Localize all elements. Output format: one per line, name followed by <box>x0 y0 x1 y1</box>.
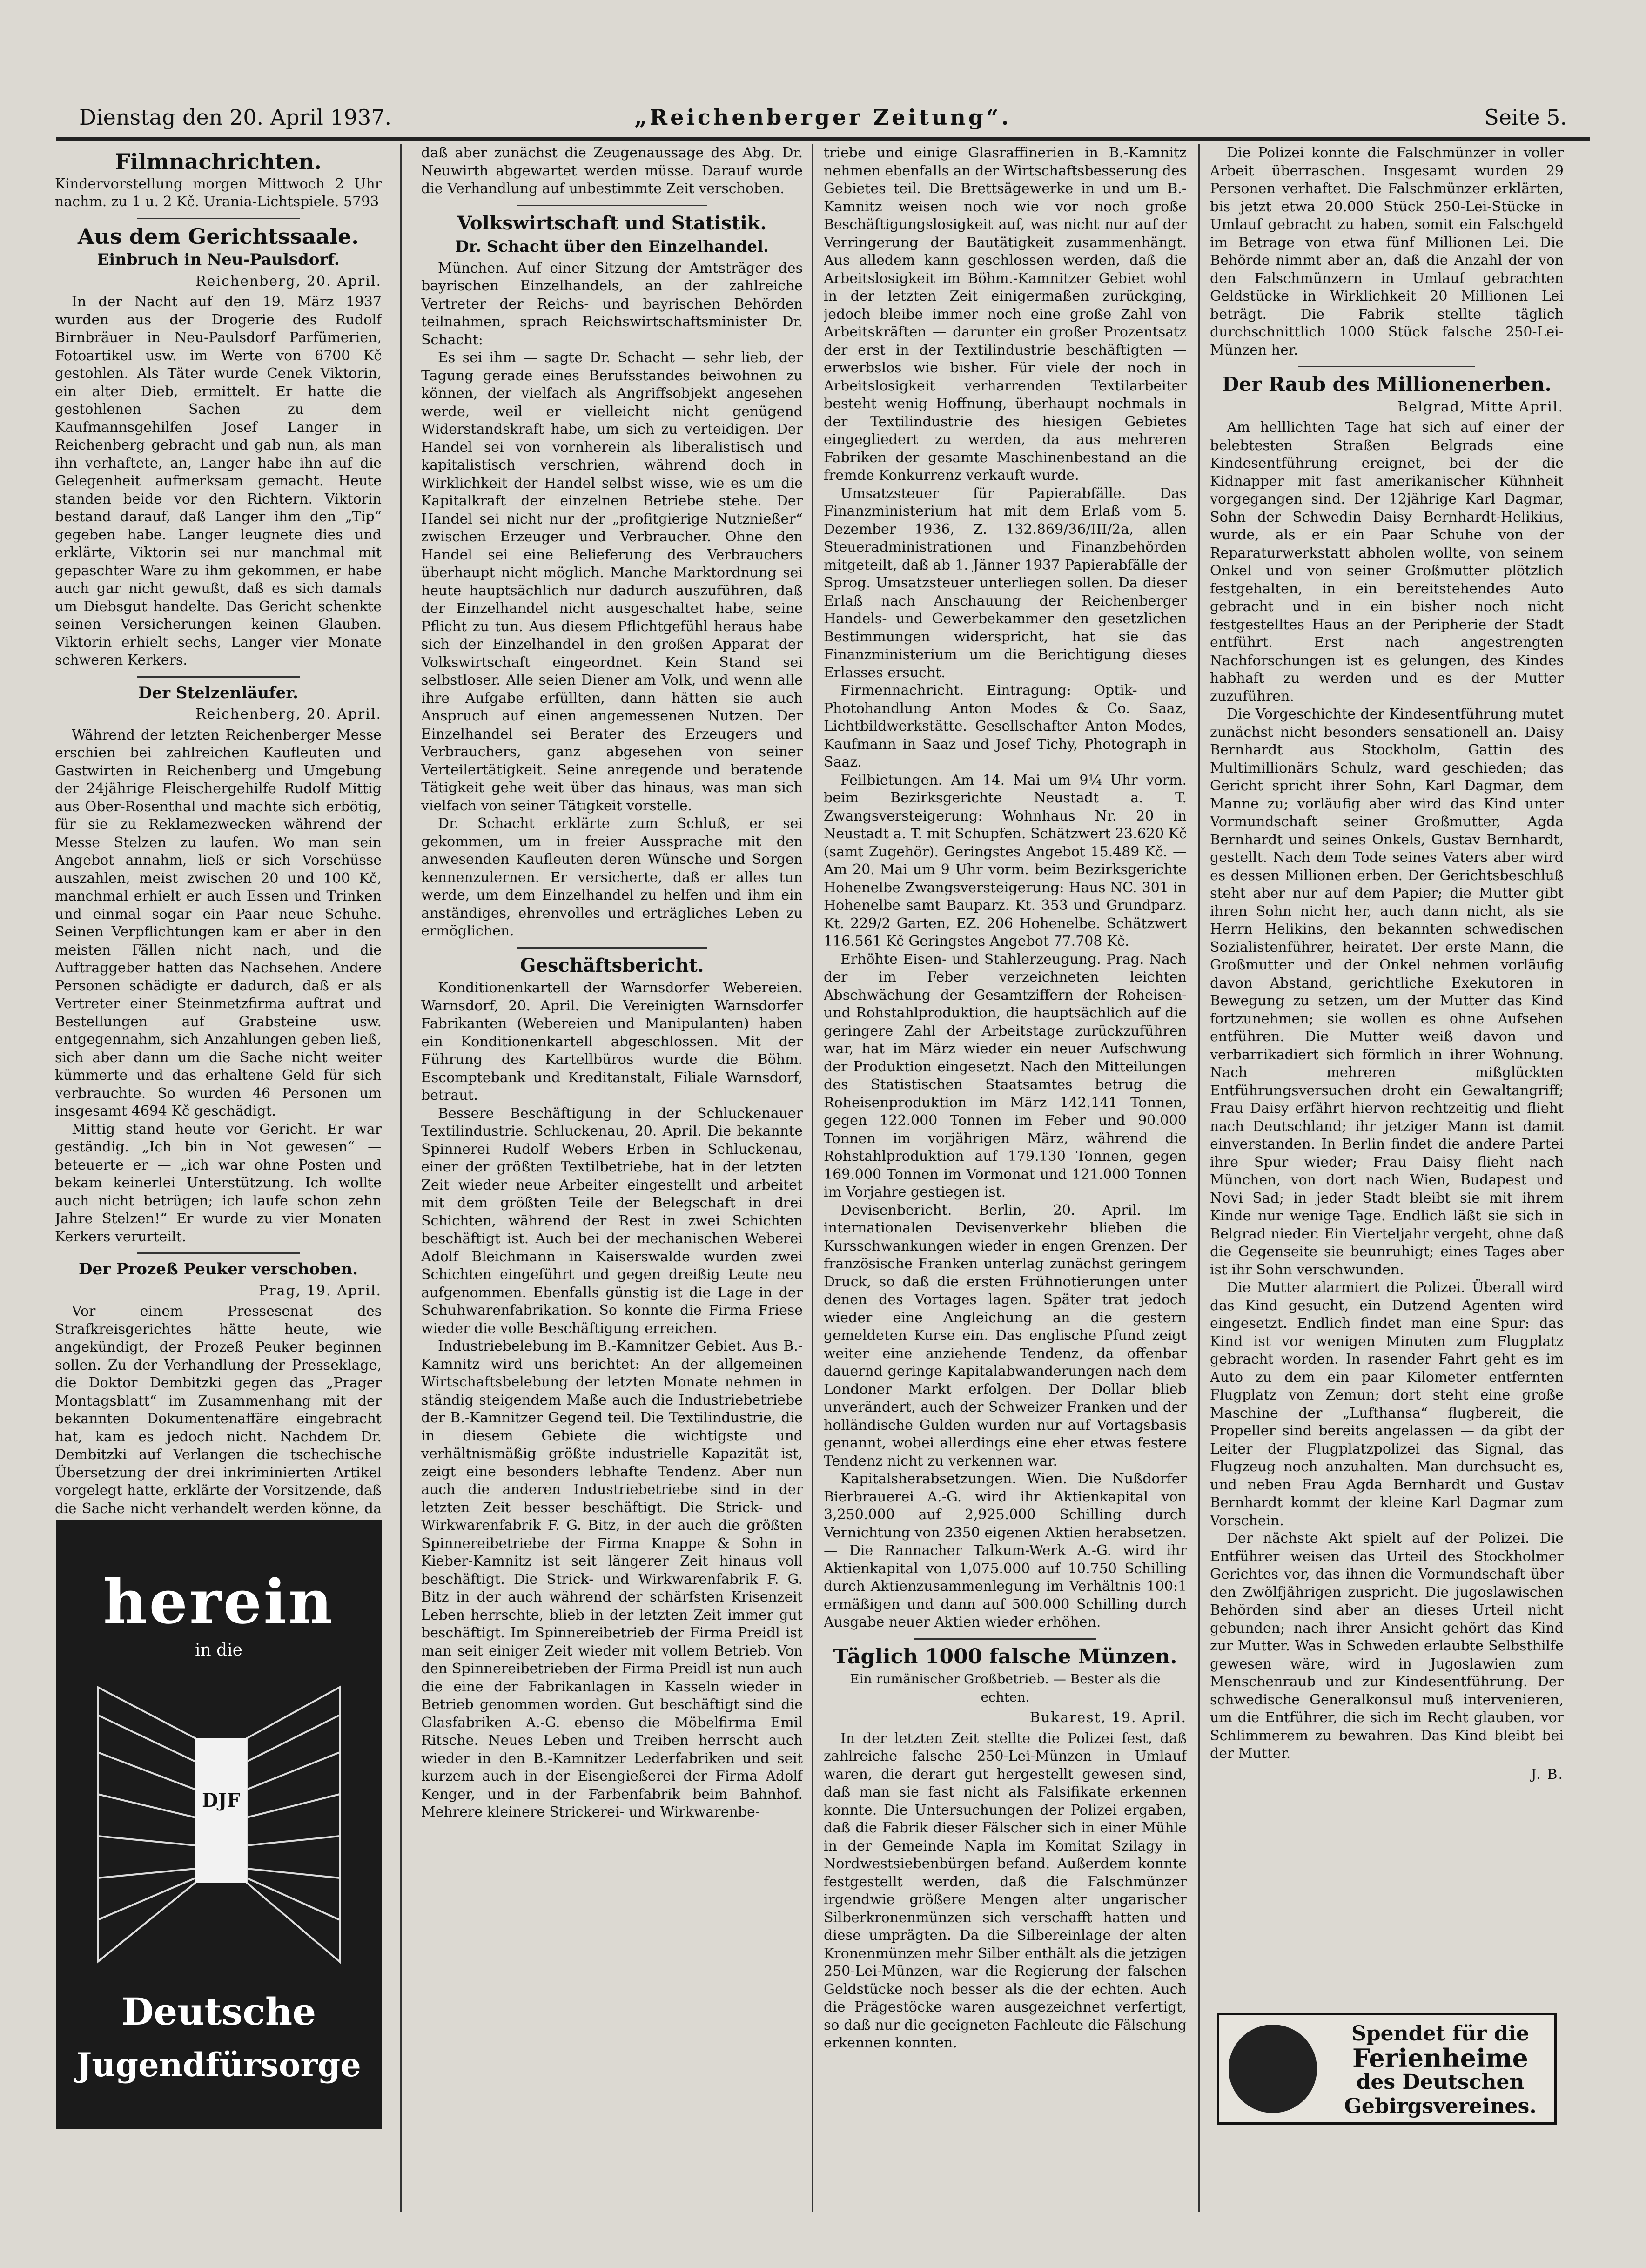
article-title-coins: Täglich 1000 falsche Münzen. <box>833 1644 1177 1669</box>
article-body: Es sei ihm — sagte Dr. Schacht — sehr lieb, der Tagung gerade eines Berufsstandes beiwohnen zu können, der vielfach als Angriffsobjekt angesehen werde, weil er vielleicht nicht genügend Widerstandskraft habe, um sich zu verteidigen. Der Handel sei von vornherein als liberalistisch und kapitalistisch verschrien, während doch in Wirklichkeit der Handel selbst wisse, wie es um die Kapitalkraft der einzelnen Betriebe stehe. Der Handel sei nicht nur der „profitgierige Nutznießer“ zwischen Erzeuger und Verbraucher. Ohne den Handel sei eine Belieferung des Verbrauchers überhaupt nicht möglich. Manche Marktordnung sei heute hauptsächlich nur dadurch auszuführen, daß der Einzelhandel nicht ausgeschaltet habe, seine Pflicht zu tun. Aus diesem Pflichtgefühl heraus habe sich der Einzelhandel in den großen Apparat der Volkswirtschaft eingeordnet. Kein Stand sei selbstloser. Alle seien Diener am Volk, und wenn alle ihre Aufgabe erfüllten, dann hätten sie auch Anspruch auf einen angemessenen Nutzen. Der Einzelhandel sei Berater des Erzeugers und Verbrauchers, ganz abgesehen von seiner Verteilertätigkeit. Seine anregende und beratende Tätigkeit gehe weit über das hinaus, was man sich vielfach von seiner Tätigkeit vorstelle. <box>421 350 803 814</box>
ad-line: Ferienheime <box>1352 2043 1528 2073</box>
section-title-business: Geschäftsbericht. <box>520 954 704 976</box>
article-body: München. Auf einer Sitzung der Amtsträger des bayrischen Einzelhandels, an der zahlreiche Vertreter der Reichs- und bayrischen Behörden teilnahmen, sprach Reichswirtschaftsminister Dr. Schacht: <box>421 260 803 348</box>
ad-line: Gebirgsvereines. <box>1344 2094 1537 2118</box>
article-body: Konditionenkartell der Warnsdorfer Webereien. Warnsdorf, 20. April. Die Vereinigten Warnsdorfer Fabrikanten (Webereien und Manipulanten) haben ein Konditionenkartell abgeschlossen. Mit der Führung des Kartellbüros wurde die Böhm. Escomptebank und Kreditanstalt, Filiale Warnsdorf, betraut. <box>421 980 803 1104</box>
article-body: Erhöhte Eisen- und Stahlerzeugung. Prag. Nach der im Feber verzeichneten leichten Abschwächung der Gesamtziffern der Roheisen- und Rohstahlproduktion, die hauptsächlich auf die geringere Zahl der Arbeitstage zurückzuführen war, hat im März wieder ein neuer Aufschwung der Produktion eingesetzt. Nach den Mitteilungen des Statistischen Staatsamtes betrug die Roheisenproduktion im März 142.141 Tonnen, gegen 122.000 Tonnen im Feber und 90.000 Tonnen im vorjährigen März, während die Rohstahlproduktion auf 179.130 Tonnen, gegen 169.000 Tonnen im Vormonat und 121.000 Tonnen im Vorjahre gestiegen ist. <box>824 951 1187 1200</box>
divider <box>137 676 300 678</box>
header-page-number: Seite 5. <box>1484 105 1567 130</box>
column-1 <box>55 144 382 1519</box>
article-dateline: Belgrad, Mitte April. <box>1397 398 1564 415</box>
ad-gebirgsverein <box>1217 2013 1557 2125</box>
article-body: triebe und einige Glasraffinerien in B.-Kamnitz nehmen ebenfalls an der Wirtschaftsbesserung des Gebietes teil. Die Brettsägewerke in und um B.-Kamnitz weisen noch wie vor noch große Beschäftigungslosigkeit auf, was nicht nur auf der Verringerung der Bautätigkeit zusammenhängt. Aus alledem kann geschlossen werden, daß die Arbeitslosigkeit im Böhm.-Kamnitzer Gebiet wohl in der letzten Zeit einigermaßen zurückging, jedoch bleibe immer noch eine große Zahl von Arbeitskräften — darunter ein großer Prozentsatz der erst in der Textilindustrie beschäftigten — erwerbslos wie bisher. Für viele der noch in Arbeitslosigkeit verharrenden Textilarbeiter besteht wenig Hoffnung, überhaupt nochmals in der Textilindustrie des hiesigen Gebietes eingegliedert zu werden, da aus mehreren Fabriken der gesamte Maschinenbestand an die fremde Konkurrenz verkauft wurde. <box>824 145 1187 484</box>
article-body: In der letzten Zeit stellte die Polizei fest, daß zahlreiche falsche 250-Lei-Münzen in Umlauf waren, die derart gut hergestellt gewesen sind, daß man sie fast nicht als Falsifikate erkennen konnte. Die Untersuchungen der Polizei ergaben, daß die Fabrik dieser Fälscher sich in einer Mühle in der Gemeinde Napla im Komitat Szilagy in Nordwestsiebenbürgen befand. Außerdem konnte festgestellt werden, daß die Falschmünzer irgendwie größere Mengen alter ungarischer Silberkronenmünzen sich verschafft hatten und diese umprägten. Da die Silbereinlage der alten Kronenmünzen mehr Silber enthält als die jetzigen 250-Lei-Münzen, war die Regierung der falschen Geldstücke noch besser als die der echten. Auch die Prägestöcke waren ausgezeichnet verfertigt, so daß nur die geeigneten Fachleute die Fälschung erkennen konnten. <box>824 1730 1187 2051</box>
running-header <box>79 100 1567 137</box>
article-body: Der nächste Akt spielt auf der Polizei. Die Entführer weisen das Urteil des Stockholmer Gerichtes vor, das ihnen die Vormundschaft über den Zwölfjährigen zuspricht. Die jugoslawischen Behörden sind aber an dieses Urteil nicht gebunden; nach ihrer Ansicht gehört das Kind zur Mutter. Was in Schweden erlaubte Selbsthilfe gewesen wäre, wird in Jugoslawien zum Menschenraub und zur Kindesentführung. Der schwedische Generalkonsul muß intervenieren, um die Entführer, die sich im Recht glauben, vor Schlimmerem zu bewahren. Das Kind bleibt bei der Mutter. <box>1210 1530 1564 1762</box>
article-body: Dr. Schacht erklärte zum Schluß, er sei gekommen, um in freier Aussprache mit den anwesenden Kaufleuten deren Wünsche und Sorgen kennenzulernen. Er versicherte, daß er alles tun werde, um dem Einzelhandel zu helfen und ihm ein anständiges, ehrenvolles und erträgliches Leben zu ermöglichen. <box>421 815 803 939</box>
article-title: Der Stelzenläufer. <box>138 683 298 702</box>
article-body: Während der letzten Reichenberger Messe erschien bei zahlreichen Kaufleuten und Gastwirten in Reichenberg und Umgebung der 24jährige Fleischergehilfe Rudolf Mittig aus Ober-Rosenthal und machte sich erbötig, für sie zu Reklamezwecken während der Messe Stelzen zu laufen. Wo man sein Angebot annahm, ließ er sich Vorschüsse auszahlen, meist zwischen 20 und 100 Kč, manchmal erhielt er auch Essen und Trinken und einmal sogar ein Paar neue Schuhe. Seinen Verpflichtungen kam er aber in den meisten Fällen nicht nach, und die Auftraggeber hatten das Nachsehen. Andere Personen schädigte er dadurch, daß er als Vertreter einer Steinmetzfirma auftrat und Bestellungen auf Grabsteine usw. entgegennahm, sich Anzahlungen geben ließ, sich aber dann um die Sache nicht weiter kümmerte und das erhaltene Geld für sich verbrauchte. So wurden 46 Personen um insgesamt 4694 Kč geschädigt. <box>55 727 382 1119</box>
article-body: Devisenbericht. Berlin, 20. April. Im internationalen Devisenverkehr blieben die Kursschwankungen wieder in engen Grenzen. Der französische Franken unterlag zunächst geringem Druck, so daß die ersten Frühnotierungen unter denen des Vortages lagen. Später trat jedoch wieder eine Angleichung an die gestern gemeldeten Kurse ein. Das englische Pfund zeigt weiter eine anziehende Tendenz, da offenbar dauernd geringe Kapitalabwanderungen nach dem Londoner Markt erfolgen. Der Dollar blieb unverändert, auch der Schweizer Franken und der holländische Gulden wurden nur auf Vortagsbasis genannt, wobei allerdings eine eher etwas festere Tendenz nicht zu verkennen war. <box>824 1202 1187 1469</box>
ad-line: des Deutschen <box>1356 2070 1525 2094</box>
article-body: Die Mutter alarmiert die Polizei. Überall wird das Kind gesucht, ein Dutzend Agenten wird eingesetzt. Endlich findet man eine Spur: das Kind ist vor wenigen Minuten zum Flugplatz gebracht worden. In rasender Fahrt geht es im Auto zu dem ein paar Kilometer entfernten Flugplatz von Zemun; dort steht eine große Maschine der „Lufthansa“ flugbereit, die Propeller sind bereits angelassen — da gibt der Leiter der Flugplatzpolizei das Signal, das Flugzeug noch anzuhalten. Man durchsucht es, und neben Frau Agda Bernhardt und Gustav Bernhardt kommt der kleine Karl Dagmar zum Vorschein. <box>1210 1279 1564 1529</box>
film-notice: Kindervorstellung morgen Mittwoch 2 Uhr nachm. zu 1 u. 2 Kč. Urania-Lichtspiele. 5793 <box>55 175 382 210</box>
section-title-economy: Volkswirtschaft und Statistik. <box>457 212 767 234</box>
ad-headline: herein <box>103 1566 335 1637</box>
column-divider <box>812 144 813 2212</box>
article-title: Der Prozeß Peuker verschoben. <box>78 1260 358 1279</box>
article-subtitle: Ein rumänischer Großbetrieb. — Bester als die echten. <box>850 1671 1161 1705</box>
article-body: Bessere Beschäftigung in der Schluckenauer Textilindustrie. Schluckenau, 20. April. Die bekannte Spinnerei Rudolf Webers Erben in Schluckenau, einer der größten Textilbetriebe, hat in der letzten Zeit wieder neue Arbeiter eingestellt und arbeitet mit dem größten Teile der Belegschaft in drei Schichten, während der Rest in zwei Schichten beschäftigt ist. Auch bei der mechanischen Weberei Adolf Bleichmann in Kaiserswalde wurden zwei Schichten eingeführt und gegen dreißig Leute neu aufgenommen. Ebenfalls günstig ist die Lage in der Schuhwarenfabrikation. So konnte die Firma Friese wieder die volle Beschäftigung erreichen. <box>421 1105 803 1337</box>
article-dateline: Reichenberg, 20. April. <box>195 706 382 722</box>
article-body: Die Polizei konnte die Falschmünzer in voller Arbeit überraschen. Insgesamt wurden 29 Personen verhaftet. Die Falschmünzer erklärten, bis jetzt etwa 20.000 Stück 250-Lei-Stücke in Umlauf gebracht zu haben, somit ein Falschgeld im Betrage von etwa fünf Millionen Lei. Die Behörde nimmt aber an, daß die Anzahl der von den Falschmünzern in Umlauf gebrachten Geldstücke in Wirklichkeit 20 Millionen Lei beträgt. Die Fabrik stellte täglich durchschnittlich 1000 Stück falsche 250-Lei-Münzen her. <box>1210 145 1564 358</box>
ad-jugendfuersorge <box>56 1520 382 2129</box>
ad-subline: in die <box>195 1641 242 1660</box>
ad-line: Spendet für die <box>1351 2022 1529 2046</box>
section-title-film: Filmnachrichten. <box>114 149 322 174</box>
article-body: Industriebelebung im B.-Kamnitzer Gebiet. Aus B.-Kamnitz wird uns berichtet: An der allgemeinen Wirtschaftsbelebung der letzten Monate nehmen in ständig steigendem Maße auch die Industriebetriebe der B.-Kamnitzer Gegend teil. Die Textilindustrie, die in diesem Gebiete die wichtigste und verhältnismäßig größte industrielle Kapazität ist, zeigt eine besonders lebhafte Tendenz. Aber nun auch die anderen Industriebetriebe sind in der letzten Zeit besser beschäftigt. Die Strick- und Wirkwarenfabrik F. G. Bitz, in der auch die größten Spinnereibetriebe der Firma Knappe & Sohn in Kieber-Kamnitz ist seit längerer Zeit hinaus voll beschäftigt. Die Strick- und Wirkwarenfabrik F. G. Bitz in der auch während der schärfsten Krisenzeit Leben herrschte, blieb in der letzten Zeit immer gut beschäftigt. Im Spinnereibetrieb der Firma Preidl ist man seit einiger Zeit wieder mit vollem Betrieb. Von den Spinnereibetrieben der Firma Preidl ist nun auch die eine der Fabrikanlagen in Kasseln wieder in Betrieb genommen worden. Gut beschäftigt sind die Glasfabriken A.-G. ebenso die Möbelfirma Emil Ritsche. Neues Leben und Treiben herrscht auch wieder in den B.-Kamnitzer Lederfabriken und seit kurzem auch in der Eisengießerei der Firma Adolf Kenger, und in der Farbenfabrik beim Bahnhof. Mehrere kleinere Strickerei- und Wirkwarenbe- <box>421 1338 803 1820</box>
article-body: In der Nacht auf den 19. März 1937 wurden aus der Drogerie des Rudolf Birnbräuer in Neu-Paulsdorf Parfümerien, Fotoartikel usw. im Werte von 6700 Kč gestohlen. Als Täter wurde Cenek Viktorin, ein alter Dieb, ermittelt. Er hatte die gestohlenen Sachen zu dem Kaufmannsgehilfen Josef Langer in Reichenberg gebracht und gab nun, als man ihn verhaftete, an, Langer habe ihn auf die Gelegenheit aufmerksam gemacht. Heute standen beide vor den Richtern. Viktorin bestand darauf, daß Langer ihm den „Tip“ gegeben habe. Langer leugnete dies und erklärte, Viktorin sei nur manchmal mit gepaschter Ware zu ihm gekommen, er habe auch gar nicht gewußt, daß es sich damals um Diebsgut handelte. Das Gericht schenkte seinen Versicherungen keinen Glauben. Viktorin erhielt sechs, Langer vier Monate schweren Kerkers. <box>55 294 382 668</box>
column-4 <box>1210 144 1564 2007</box>
header-rule <box>56 137 1590 141</box>
section-title-court: Aus dem Gerichtssaale. <box>77 223 359 249</box>
divider <box>517 947 707 949</box>
article-title-kidnap: Der Raub des Millionenerben. <box>1222 373 1552 396</box>
ad-line-1: Deutsche <box>121 1990 316 2033</box>
article-body: Vor einem Pressesenat des Strafkreisgerichtes hätte heute, wie angekündigt, der Prozeß Peuker beginnen sollen. Zu der Verhandlung der Presseklage, die Doktor Dembitzki gegen das „Prager Montagsblatt“ im Zusammenhang mit der bekannten Dokumentenaffäre eingebracht hat, kam es jedoch nicht. Nachdem Dr. Dembitzki auf Verlangen die tschechische Übersetzung der drei inkriminierten Artikel vorgelegt hatte, erklärte der Vorsitzende, daß die Sache nicht verhandelt werden könne, da <box>55 1303 382 1517</box>
divider <box>914 1638 1096 1640</box>
article-body: Kapitalsherabsetzungen. Wien. Die Nußdorfer Bierbrauerei A.-G. wird ihr Aktienkapital von 3,250.000 auf 2,925.000 Schilling durch Vernichtung von 2350 eigenen Aktien herabsetzen. — Die Rannacher Talkum-Werk A.-G. wird ihr Aktienkapital von 1,075.000 auf 10.750 Schilling durch Aktienzusammenlegung im Verhältnis 100:1 ermäßigen und dann auf 500.000 Schilling durch Ausgabe neuer Aktien wieder erhöhen. <box>824 1471 1187 1630</box>
article-dateline: Reichenberg, 20. April. <box>195 273 382 289</box>
divider <box>137 1252 300 1254</box>
column-divider <box>400 144 402 2212</box>
header-date: Dienstag den 20. April 1937. <box>79 105 392 130</box>
divider <box>137 218 300 219</box>
djf-logo <box>195 1757 247 1850</box>
article-title: Einbruch in Neu-Paulsdorf. <box>97 250 340 269</box>
divider <box>517 205 707 206</box>
emblem-icon <box>1229 2025 1317 2113</box>
author-signature: J. B. <box>1531 1766 1564 1783</box>
article-body: daß aber zunächst die Zeugenaussage des Abg. Dr. Neuwirth abgewartet werden müsse. Darauf wurde die Verhandlung auf unbestimmte Zeit verschoben. <box>421 145 803 197</box>
article-title: Dr. Schacht über den Einzelhandel. <box>455 237 769 256</box>
column-divider <box>1198 144 1200 2212</box>
header-masthead: „Reichenberger Zeitung“. <box>634 105 1012 130</box>
divider <box>1298 366 1475 367</box>
article-dateline: Prag, 19. April. <box>259 1282 382 1299</box>
ad-text <box>1331 2022 1550 2119</box>
article-body: Am helllichten Tage hat sich auf einer der belebtesten Straßen Belgrads eine Kindesentführung ereignet, bei der die Kidnapper mit fast amerikanischer Kühnheit vorgegangen sind. Der 12jährige Karl Dagmar, Sohn der Schwedin Daisy Bernhardt-Helikius, wurde, als er ein Paar Schuhe von der Reparaturwerkstatt abholen wollte, von seinem Onkel und von seiner Großmutter plötzlich festgehalten, in ein bereitstehendes Auto gebracht und in ein bisher noch nicht festgestelltes Haus an der Peripherie der Stadt entführt. Erst nach angestrengten Nachforschungen ist es gelungen, des Kindes habhaft zu werden und es der Mutter zuzuführen. <box>1210 419 1564 705</box>
column-2 <box>421 144 803 2235</box>
article-body: Mittig stand heute vor Gericht. Er war geständig. „Ich bin in Not gewesen“ — beteuerte er — „ich war ohne Posten und bekam keinerlei Unterstützung. Ich wollte auch nicht betrügen; ich laufe schon zehn Jahre Stelzen!“ Er wurde zu vier Monaten Kerkers verurteilt. <box>55 1121 382 1245</box>
article-body: Feilbietungen. Am 14. Mai um 9¼ Uhr vorm. beim Bezirksgerichte Neustadt a. T. Zwangsversteigerung: Wohnhaus Nr. 20 in Neustadt a. T. mit Schupfen. Schätzwert 23.620 Kč (samt Zugehör). Geringstes Angebot 15.489 Kč. — Am 20. Mai um 9 Uhr vorm. beim Bezirksgerichte Hohenelbe Zwangsversteigerung: Haus NC. 301 in Hohenelbe samt Bauparz. Kt. 353 und Grundparz. Kt. 229/2 Garten, EZ. 206 Hohenelbe. Schätzwert 116.561 Kč Geringstes Angebot 77.708 Kč. <box>824 772 1187 949</box>
logo-text: DJF <box>202 1790 240 1811</box>
article-body: Umsatzsteuer für Papierabfälle. Das Finanzministerium hat mit dem Erlaß vom 5. Dezember 1936, Z. 132.869/36/III/2a, allen Steueradministrationen und Finanzbehörden mitgeteilt, daß ab 1. Jänner 1937 Papierabfälle der Sprog. Umsatzsteuer unterliegen sollen. Da dieser Erlaß nach Anschauung der Reichenberger Handels- und Gewerbekammer den gesetzlichen Bestimmungen widerspricht, hat sie das Finanzministerium um die Berichtigung dieses Erlasses ersucht. <box>824 485 1187 681</box>
article-body: Firmennachricht. Eintragung: Optik- und Photohandlung Anton Modes & Co. Saaz, Lichtbildwerkstätte. Gesellschafter Anton Modes, Kaufmann in Saaz und Josef Tichy, Photograph in Saaz. <box>824 682 1187 770</box>
article-body: Die Vorgeschichte der Kindesentführung mutet zunächst nicht besonders sensationell an. Daisy Bernhardt aus Stockholm, Gattin des Multimillionärs Schulz, ward geschieden; das Gericht spricht ihrer Sohn, Karl Dagmar, dem Manne zu; vorläufig aber wird das Kind unter Vormundschaft seiner Großmutter, Agda Bernhardt und seines Onkels, Gustav Bernhardt, gestellt. Nach dem Tode seines Vaters aber wird es dessen Millionen erben. Der Gerichtsbeschluß steht aber nur auf dem Papier; die Mutter gibt ihren Sohn nicht her, auch dann nicht, als sie Herrn Helikins, den bekannten schwedischen Sozialistenführer, heiratet. Der erste Mann, die Großmutter und der Onkel nehmen vorläufig davon Abstand, gerichtliche Exekutoren in Bewegung zu setzen, um der Mutter das Kind fortzunehmen; sie wollen es ohne Aufsehen entführen. Die Mutter weiß davon und verbarrikadiert sich förmlich in ihrer Wohnung. Nach mehreren mißglückten Entführungsversuchen droht ein Gewaltangriff; Frau Daisy erfährt hiervon rechtzeitig und flieht nach Deutschland; ihr jetziger Mann ist damit einverstanden. In Berlin findet die andere Partei ihre Spur wieder; Frau Daisy flieht nach München, von dort nach Wien, Budapest und Novi Sad; in jeder Stadt bleibt sie mit ihrem Kinde nur wenige Tage. Endlich läßt sie sich in Belgrad nieder. Ein Vierteljahr vergeht, ohne daß die Gegenseite sie beunruhigt; eines Tages aber ist ihr Sohn verschwunden. <box>1210 706 1564 1278</box>
column-3 <box>824 144 1187 2235</box>
article-dateline: Bukarest, 19. April. <box>1029 1709 1187 1726</box>
ad-line-2: Jugendfürsorge <box>76 2046 361 2084</box>
